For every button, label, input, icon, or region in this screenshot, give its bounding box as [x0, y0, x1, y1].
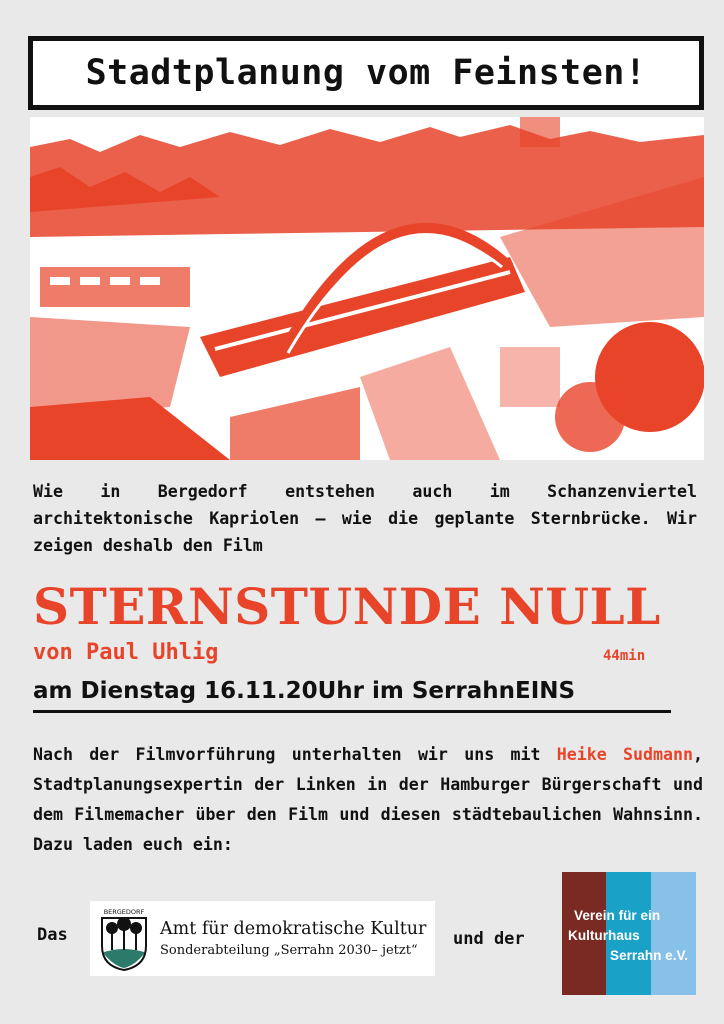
und-der-label: und der — [453, 929, 525, 949]
description-part-1: Nach der Filmvorführung unterhalten wir uns mit — [33, 745, 557, 764]
bridge-photo-image — [30, 117, 704, 460]
das-label: Das — [37, 925, 68, 945]
poster-title: Stadtplanung vom Feinsten! — [85, 53, 647, 93]
crest-label: BERGEDORF — [103, 907, 145, 916]
amt-subtitle: Sonderabteilung „Serrahn 2030– jetzt“ — [160, 943, 418, 958]
guest-name: Heike Sudmann — [556, 745, 693, 764]
film-title: STERNSTUNDE NULL — [33, 577, 661, 636]
film-duration: 44min — [603, 648, 646, 664]
verein-logo — [562, 872, 696, 995]
amt-logo — [90, 901, 435, 976]
bridge-photo — [30, 117, 704, 460]
event-description — [33, 740, 703, 860]
verein-line-3: Serrahn e.V. — [610, 948, 689, 963]
event-date-line: am Dienstag 16.11.20Uhr im SerrahnEINS — [33, 678, 671, 713]
intro-text: Wie in Bergedorf entstehen auch im Schanzenviertel architektonische Kapriolen – wie die geplante Sternbrücke. Wir zeigen deshalb den Film — [33, 482, 697, 555]
bergedorf-crest-icon — [98, 906, 150, 972]
verein-line-2: Kulturhaus — [568, 928, 640, 943]
verein-line-1: Verein für ein — [574, 908, 661, 923]
film-author: von Paul Uhlig — [33, 640, 219, 665]
poster-title-box — [28, 36, 704, 110]
description-part-2: , Stadtplanungsexpertin der Linken in der Hamburger Bürgerschaft und dem Filmemacher über den Film und diesen städtebaulichen Wahnsinn. Dazu laden euch ein: — [33, 745, 703, 854]
amt-name: Amt für demokratische Kultur — [160, 919, 427, 939]
